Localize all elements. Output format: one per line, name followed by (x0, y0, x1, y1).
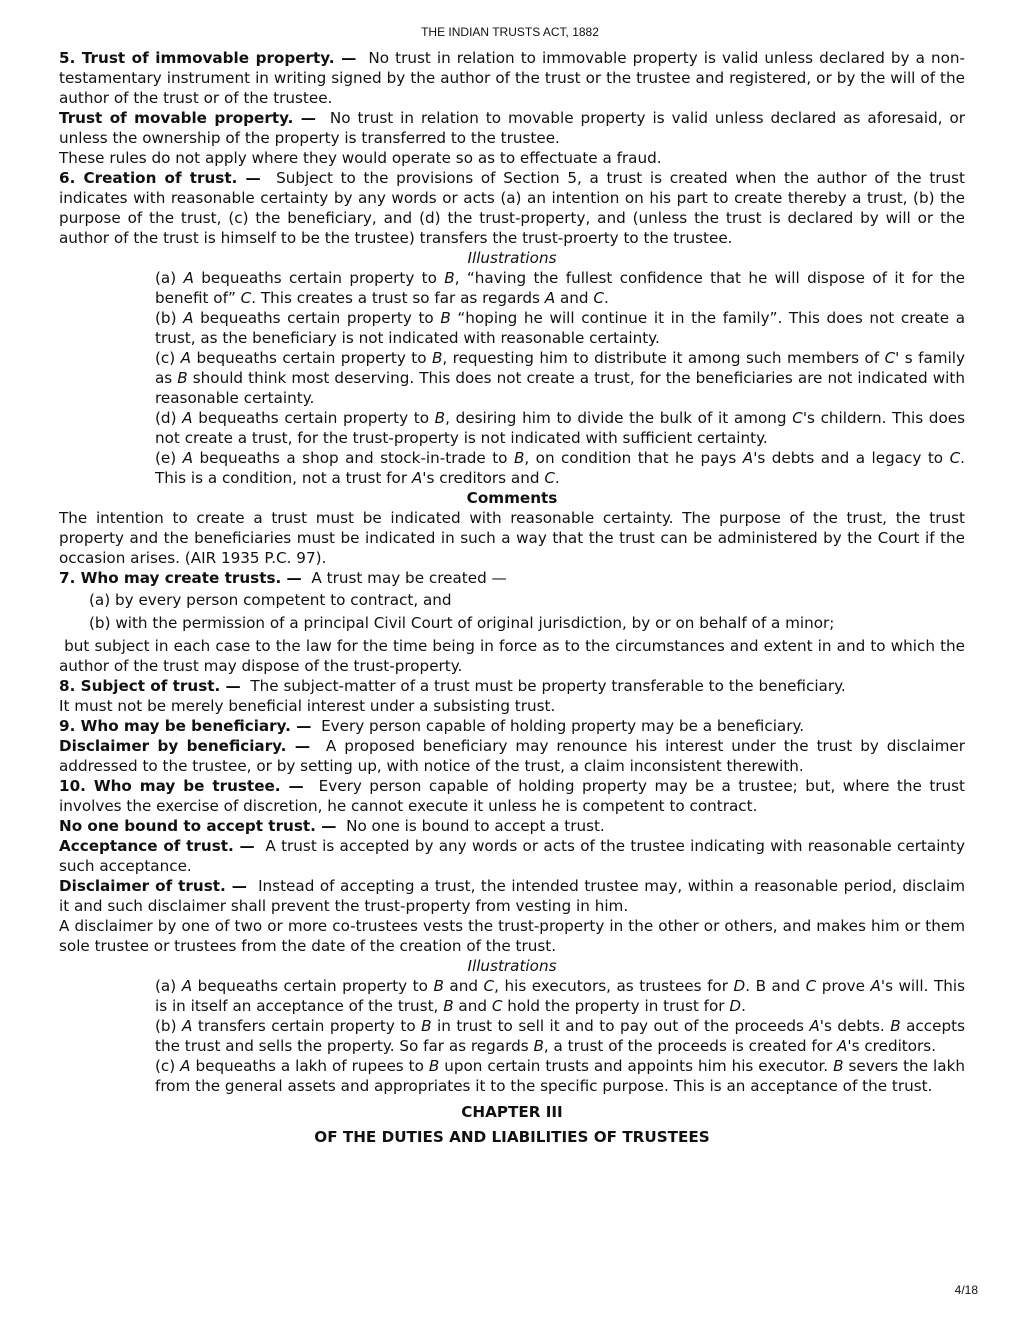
section-heading: No one bound to accept trust. — (59, 817, 337, 835)
section-text: A trust is accepted by any words or acts of the trustee indicating with reasonable certainty such acceptance. (59, 837, 965, 875)
comments-text: The intention to create a trust must be indicated with reasonable certainty. The purpose of the trust, the trust property and the beneficiaries must be indicated in such a way that the trust can be administered by the Court if the occasion arises. (AIR 1935 P.C. 97). (59, 509, 965, 567)
section-heading: 6. Creation of trust. — (59, 169, 261, 187)
section-10 (59, 776, 965, 816)
comments-heading: Comments (466, 489, 558, 507)
illustration-6a: (a) A bequeaths certain property to B, “having the fullest confidence that he will dispose of it for the benefit of” C. This creates a trust so far as regards A and C. (155, 269, 965, 307)
section-7-item-b: (b) with the permission of a principal Civil Court of original jurisdiction, by or on behalf of a minor; (89, 614, 835, 632)
illustration-6e: (e) A bequeaths a shop and stock-in-trade to B, on condition that he pays A's debts and a legacy to C. This is a condition, not a trust for A's creditors and C. (155, 449, 965, 487)
section-10-no-one-bound (59, 816, 965, 836)
section-5-fraud-note: These rules do not apply where they would operate so as to effectuate a fraud. (59, 149, 662, 167)
section-text: No trust in relation to movable property is valid unless declared as aforesaid, or unless the ownership of the property is transferred to the trustee. (59, 109, 966, 147)
document-body (59, 48, 965, 1150)
section-5-movable (59, 108, 965, 148)
section-text: Instead of accepting a trust, the intended trustee may, within a reasonable period, disclaim it and such disclaimer shall prevent the trust-property from vesting in him. (59, 877, 966, 915)
section-heading: 9. Who may be beneficiary. — (59, 717, 312, 735)
chapter-number: CHAPTER III (461, 1103, 563, 1121)
section-heading: 7. Who may create trusts. — (59, 569, 302, 587)
illustration-6d: (d) A bequeaths certain property to B, desiring him to divide the bulk of it among C's childern. This does not create a trust, for the trust-property is not indicated with sufficient certainty. (155, 409, 965, 447)
page-header: THE INDIAN TRUSTS ACT, 1882 (421, 25, 599, 39)
illustrations-heading: Illustrations (467, 957, 557, 975)
section-7 (59, 568, 965, 588)
illustration-10b: (b) A transfers certain property to B in trust to sell it and to pay out of the proceeds A's debts. B accepts the trust and sells the property. So far as regards B, a trust of the proceeds is created for A's creditors. (155, 1017, 965, 1055)
section-6 (59, 168, 965, 248)
section-text: The subject-matter of a trust must be property transferable to the beneficiary. (250, 677, 846, 695)
illustration-10a: (a) A bequeaths certain property to B and C, his executors, as trustees for D. B and C prove A's will. This is in itself an acceptance of the trust, B and C hold the property in trust for D. (155, 977, 965, 1015)
section-heading: Acceptance of trust. — (59, 837, 255, 855)
section-text: A proposed beneficiary may renounce his interest under the trust by disclaimer addressed to the trustee, or by setting up, with notice of the trust, a claim inconsistent therewith. (59, 737, 965, 775)
page-number: 4/18 (954, 1283, 978, 1297)
illustration-6b: (b) A bequeaths certain property to B “hoping he will continue it in the family”. This does not create a trust, as the beneficiary is not indicated with reasonable certainty. (155, 309, 966, 347)
section-text: No one is bound to accept a trust. (346, 817, 605, 835)
section-7-item-a: (a) by every person competent to contract, and (89, 591, 452, 609)
section-heading: Disclaimer of trust. — (59, 877, 247, 895)
section-8 (59, 676, 965, 696)
section-text: A trust may be created — (311, 569, 507, 587)
section-7-tail: but subject in each case to the law for the time being in force as to the circumstances and extent in and to which the author of the trust may dispose of the trust-property. (59, 637, 966, 675)
section-heading: 5. Trust of immovable property. — (59, 49, 357, 67)
section-9-disclaimer (59, 736, 965, 776)
section-text: Every person capable of holding property may be a trustee; but, where the trust involves the exercise of discretion, he cannot execute it unless he is competent to contract. (59, 777, 966, 815)
section-5 (59, 48, 965, 108)
section-9 (59, 716, 965, 736)
section-heading: Trust of movable property. — (59, 109, 316, 127)
section-10-disclaimer-extra: A disclaimer by one of two or more co-trustees vests the trust-property in the other or others, and makes him or them sole trustee or trustees from the date of the creation of the trust. (59, 917, 965, 955)
section-heading: 8. Subject of trust. — (59, 677, 241, 695)
section-10-disclaimer (59, 876, 965, 916)
chapter-title: OF THE DUTIES AND LIABILITIES OF TRUSTEES (314, 1128, 710, 1146)
section-10-acceptance (59, 836, 965, 876)
section-8-extra: It must not be merely beneficial interest under a subsisting trust. (59, 697, 556, 715)
section-text: No trust in relation to immovable property is valid unless declared by a non-testamentary instrument in writing signed by the author of the trust or the trustee and registered, or by the will of the author of the trust or of the trustee. (59, 49, 965, 107)
section-text: Subject to the provisions of Section 5, a trust is created when the author of the trust indicates with reasonable certainty by any words or acts (a) an intention on his part to create thereby a trust, (b) the purpose of the trust, (c) the beneficiary, and (d) the trust-property, and (unless the trust is declared by will or the author of the trust is himself to be the trustee) transfers the trust-proerty to the trustee. (59, 169, 966, 247)
section-heading: 10. Who may be trustee. — (59, 777, 304, 795)
illustration-10c: (c) A bequeaths a lakh of rupees to B upon certain trusts and appoints him his executor. B severs the lakh from the general assets and appropriates it to the specific purpose. This is an acceptance of the trust. (155, 1057, 965, 1095)
illustration-6c: (c) A bequeaths certain property to B, requesting him to distribute it among such members of C' s family as B should think most deserving. This does not create a trust, for the beneficiaries are not indicated with reasonable certainty. (155, 349, 966, 407)
illustrations-heading: Illustrations (467, 249, 557, 267)
section-heading: Disclaimer by beneficiary. — (59, 737, 311, 755)
section-text: Every person capable of holding property may be a beneficiary. (321, 717, 805, 735)
